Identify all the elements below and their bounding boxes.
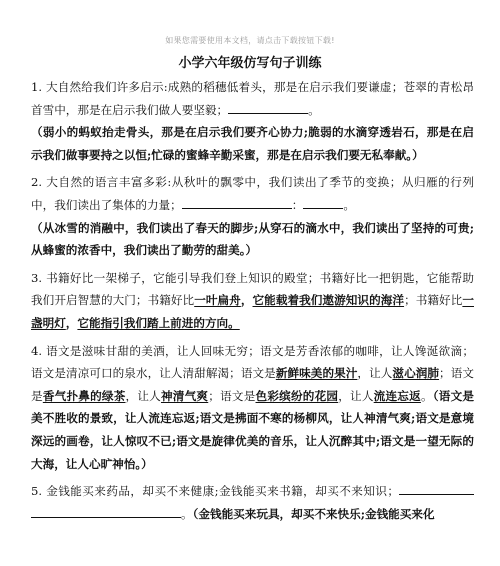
filled-answer: 流连忘返 [373,388,421,403]
download-notice: 如果您需要使用本文档，请点击下载按钮下载! [165,36,335,45]
question-text: ；语文是 [31,366,474,403]
filled-answer: 新鲜味美的果汁 [275,366,358,381]
question-number: 2. [31,175,43,190]
filled-answer: 它能载着我们遨游知识的海洋 [252,293,405,308]
question-number: 3. [31,270,43,285]
filled-answer: 一盏明灯 [31,293,474,330]
question-2 [31,171,474,216]
filled-answer: 它能指引我们踏上前进的方向。 [77,315,240,330]
question-text: 书籍好比 [415,293,463,308]
document-body [31,76,474,530]
question-text: 金钱能买来药品，却买不来健康;金钱能买来书籍，却买不来知识； [46,484,399,499]
answer-blank [399,481,474,495]
answer-blank [303,195,343,209]
filled-answer: 色彩缤纷的花园 [255,388,339,403]
filled-answer: 滋心润肺 [392,366,440,381]
question-number: 5. [31,484,43,499]
question-text: ，让人 [338,388,374,403]
punctuation: 。 [308,102,320,117]
answer-4: （语文是美不胜收的景致，让人流连忘返;语文是拂面不寒的杨柳风，让人神清气爽;语文是意境深远的画卷，让人惊叹不已;语文是旋律优美的音乐，让人沉醉其中;语文是一望无际的大海，让人心旷神怡。） [31,388,474,471]
answer-blank [228,100,308,114]
question-1 [31,76,474,121]
answer-5: （金钱能买来玩具，却买不来快乐;金钱能买来化 [192,506,435,521]
question-4 [31,340,474,476]
question-3 [31,267,474,335]
question-text: ，让人 [125,388,161,403]
question-text: 语文是滋味甘甜的美酒，让人回味无穷；语文是芳香浓郁的咖啡，让人馋涎欲滴；语文是清凉可口的泉水，让人清甜解渴；语文是 [31,343,474,381]
filled-answer: 香气扑鼻的绿茶 [42,388,126,403]
question-text: 大自然的语言丰富多彩:从秋叶的飘零中，我们读出了季节的变换；从归雁的行列中，我们读出了集体的力量； [31,175,474,212]
punctuation: ； [404,293,416,308]
filled-answer: 一叶扁舟 [194,293,241,308]
punctuation: ， [65,315,78,330]
question-number: 4. [31,343,43,358]
question-text: ；语文是 [208,388,256,403]
question-5 [31,480,474,525]
answer-blank [31,504,181,518]
answer-2: （从冰雪的消融中，我们读出了春天的脚步;从穿石的滴水中，我们读出了坚持的可贵;从蜂蜜的浓香中，我们读出了勤劳的甜美。） [31,220,474,258]
answer-1: （弱小的蚂蚁抬走骨头，那是在启示我们要齐心协力;脆弱的水滴穿透岩石，那是在启示我们做事要持之以恒;忙碌的蜜蜂辛勤采蜜，那是在启示我们要无私奉献。） [31,125,474,162]
question-text: 书籍好比一架梯子，它能引导我们登上知识的殿堂；书籍好比一把钥匙，它能帮助我们开启智慧的大门；书籍好比 [31,270,474,308]
question-text: ，让人 [357,366,393,381]
punctuation: ： [291,197,304,212]
page-title: 小学六年级仿写句子训练 [178,56,322,71]
punctuation: ， [240,293,253,308]
punctuation: 。 [420,388,433,403]
punctuation: 。 [343,197,355,212]
question-text: 大自然给我们许多启示:成熟的稻穗低着头，那是在启示我们要谦虚；苍翠的青松昂首雪中，那是在启示我们做人要坚毅； [31,80,474,117]
answer-blank [182,195,292,209]
filled-answer: 神清气爽 [160,388,209,403]
question-number: 1. [31,80,43,94]
punctuation: 。 [181,506,193,521]
